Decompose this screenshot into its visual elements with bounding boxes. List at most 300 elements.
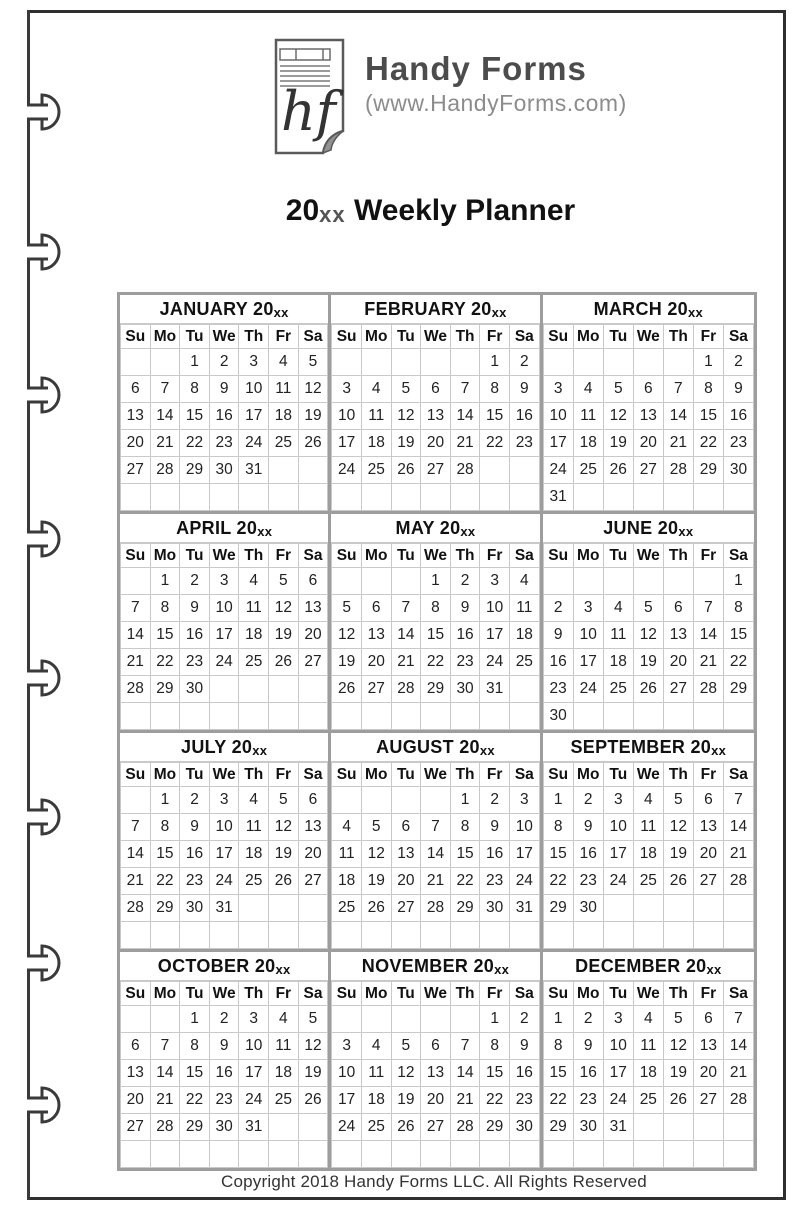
day-cell: 25 (633, 868, 663, 895)
day-cell: 27 (693, 1087, 723, 1114)
day-cell: 1 (450, 787, 480, 814)
day-cell: 3 (480, 568, 510, 595)
week-row (543, 1006, 753, 1033)
day-header-cell: We (209, 325, 239, 349)
day-cell (269, 484, 299, 511)
day-cell: 26 (298, 1087, 328, 1114)
week-row (543, 349, 753, 376)
day-cell: 6 (298, 568, 328, 595)
day-cell (480, 922, 510, 949)
day-header-cell: Mo (573, 982, 603, 1006)
day-cell: 8 (150, 595, 180, 622)
day-cell: 30 (543, 703, 573, 730)
day-cell (180, 703, 210, 730)
day-cell: 4 (603, 595, 633, 622)
day-cell: 27 (421, 1114, 451, 1141)
week-row (543, 895, 753, 922)
day-cell (391, 922, 421, 949)
day-cell (633, 484, 663, 511)
week-row (332, 868, 539, 895)
day-cell (332, 1141, 362, 1168)
day-cell: 25 (573, 457, 603, 484)
day-cell: 27 (298, 649, 328, 676)
day-cell (391, 568, 421, 595)
day-cell (421, 484, 451, 511)
day-cell: 4 (573, 376, 603, 403)
day-cell (603, 922, 633, 949)
day-cell (239, 895, 269, 922)
day-header-cell: Th (239, 763, 269, 787)
day-header-row (543, 982, 753, 1006)
day-cell: 19 (633, 649, 663, 676)
day-cell: 30 (723, 457, 753, 484)
day-cell: 22 (480, 430, 510, 457)
day-cell: 27 (421, 457, 451, 484)
day-cell: 1 (693, 349, 723, 376)
day-cell (693, 484, 723, 511)
day-header-row (332, 544, 539, 568)
day-cell: 31 (603, 1114, 633, 1141)
day-cell: 22 (543, 868, 573, 895)
day-header-cell: Tu (603, 325, 633, 349)
day-header-cell: Tu (603, 982, 633, 1006)
binder-punch (27, 1088, 59, 1122)
day-cell: 25 (633, 1087, 663, 1114)
day-header-cell: Su (121, 763, 151, 787)
day-cell (269, 457, 299, 484)
day-cell (298, 457, 328, 484)
day-header-cell: We (209, 982, 239, 1006)
day-header-cell: Tu (180, 982, 210, 1006)
day-cell: 18 (361, 1087, 391, 1114)
day-cell: 17 (603, 841, 633, 868)
day-cell: 12 (663, 814, 693, 841)
day-cell (421, 787, 451, 814)
day-header-row (121, 325, 328, 349)
day-cell: 15 (150, 622, 180, 649)
day-cell (269, 676, 299, 703)
day-cell: 25 (361, 457, 391, 484)
week-row (332, 349, 539, 376)
day-header-cell: Th (450, 544, 480, 568)
day-cell: 4 (633, 1006, 663, 1033)
day-header-row (543, 763, 753, 787)
week-row (543, 841, 753, 868)
day-cell (663, 568, 693, 595)
week-row (332, 703, 539, 730)
day-header-cell: Sa (509, 763, 539, 787)
day-header-cell: Mo (361, 325, 391, 349)
day-cell (543, 1141, 573, 1168)
day-cell: 5 (361, 814, 391, 841)
day-header-cell: Fr (269, 544, 299, 568)
day-header-cell: We (633, 763, 663, 787)
day-cell: 14 (150, 403, 180, 430)
week-row (332, 922, 539, 949)
day-cell: 24 (509, 868, 539, 895)
day-cell: 27 (121, 457, 151, 484)
binder-punch (27, 235, 59, 269)
day-header-cell: Mo (361, 763, 391, 787)
day-cell: 3 (332, 376, 362, 403)
day-cell (543, 349, 573, 376)
day-cell: 2 (209, 1006, 239, 1033)
day-cell (509, 676, 539, 703)
day-cell (543, 922, 573, 949)
day-cell (450, 1006, 480, 1033)
day-cell: 29 (421, 676, 451, 703)
day-cell: 25 (239, 649, 269, 676)
day-cell: 2 (509, 1006, 539, 1033)
day-cell: 7 (121, 595, 151, 622)
brand-name: Handy Forms (365, 50, 587, 87)
day-cell (633, 1114, 663, 1141)
day-cell: 24 (239, 430, 269, 457)
month-title: JANUARY 20xx (120, 295, 328, 324)
day-cell: 21 (450, 430, 480, 457)
month-grid (120, 543, 328, 730)
day-cell: 13 (421, 403, 451, 430)
day-header-cell: Fr (480, 982, 510, 1006)
day-header-cell: Su (332, 325, 362, 349)
day-cell (663, 349, 693, 376)
week-row (121, 787, 328, 814)
month-grid (331, 543, 539, 730)
week-row (543, 787, 753, 814)
day-cell: 21 (121, 868, 151, 895)
handy-forms-logo-icon (266, 36, 352, 158)
day-cell (239, 484, 269, 511)
day-header-cell: Th (663, 325, 693, 349)
day-cell: 23 (180, 868, 210, 895)
brand-monogram: hf (281, 80, 336, 143)
day-cell: 15 (150, 841, 180, 868)
day-cell (450, 484, 480, 511)
day-cell: 8 (180, 1033, 210, 1060)
day-cell (391, 349, 421, 376)
day-header-cell: We (209, 544, 239, 568)
week-row (332, 649, 539, 676)
day-cell: 3 (239, 1006, 269, 1033)
day-header-cell: Su (121, 544, 151, 568)
day-cell (121, 349, 151, 376)
day-cell: 19 (663, 1060, 693, 1087)
week-row (543, 1087, 753, 1114)
day-cell (298, 895, 328, 922)
week-row (543, 1033, 753, 1060)
day-header-cell: Th (239, 982, 269, 1006)
week-row (121, 349, 328, 376)
day-cell: 26 (603, 457, 633, 484)
day-cell: 10 (239, 376, 269, 403)
day-cell (150, 1006, 180, 1033)
day-cell: 15 (693, 403, 723, 430)
day-cell (509, 1141, 539, 1168)
day-cell: 26 (298, 430, 328, 457)
day-header-cell: Tu (391, 544, 421, 568)
day-cell: 12 (269, 595, 299, 622)
day-cell: 6 (391, 814, 421, 841)
day-cell (209, 484, 239, 511)
brand-url: (www.HandyForms.com) (365, 89, 627, 116)
day-cell: 13 (693, 1033, 723, 1060)
day-cell: 20 (663, 649, 693, 676)
day-header-cell: Tu (603, 763, 633, 787)
day-cell (603, 895, 633, 922)
day-cell (723, 1114, 753, 1141)
day-cell (269, 922, 299, 949)
week-row (332, 484, 539, 511)
day-cell (723, 895, 753, 922)
day-cell: 17 (332, 430, 362, 457)
week-row (121, 376, 328, 403)
month-march (543, 295, 754, 514)
week-row (332, 457, 539, 484)
day-header-cell: Th (239, 544, 269, 568)
day-cell: 6 (633, 376, 663, 403)
day-header-row (332, 763, 539, 787)
day-cell: 21 (150, 430, 180, 457)
day-cell: 7 (663, 376, 693, 403)
day-cell: 22 (180, 430, 210, 457)
day-cell: 28 (723, 868, 753, 895)
day-cell: 8 (480, 1033, 510, 1060)
day-header-cell: Mo (573, 763, 603, 787)
day-cell: 2 (180, 787, 210, 814)
day-cell: 21 (150, 1087, 180, 1114)
day-cell: 29 (150, 676, 180, 703)
month-february (331, 295, 542, 514)
day-cell (180, 1141, 210, 1168)
day-cell: 16 (180, 622, 210, 649)
day-header-cell: Th (663, 544, 693, 568)
month-grid (543, 324, 754, 511)
day-cell: 26 (332, 676, 362, 703)
binder-punch (27, 378, 59, 412)
week-row (332, 1060, 539, 1087)
day-cell: 19 (332, 649, 362, 676)
day-cell: 2 (573, 787, 603, 814)
day-cell: 27 (361, 676, 391, 703)
day-header-cell: Fr (480, 325, 510, 349)
day-cell (269, 895, 299, 922)
day-cell: 23 (573, 1087, 603, 1114)
day-cell: 13 (298, 595, 328, 622)
day-cell: 3 (603, 787, 633, 814)
day-cell: 31 (209, 895, 239, 922)
day-cell: 2 (480, 787, 510, 814)
day-cell: 16 (509, 1060, 539, 1087)
day-cell: 26 (391, 1114, 421, 1141)
day-cell: 6 (693, 787, 723, 814)
week-row (543, 1114, 753, 1141)
day-cell: 22 (421, 649, 451, 676)
day-cell: 8 (450, 814, 480, 841)
day-cell: 14 (450, 1060, 480, 1087)
day-cell: 15 (543, 841, 573, 868)
day-cell (121, 1141, 151, 1168)
day-cell: 11 (239, 814, 269, 841)
day-header-cell: Su (121, 982, 151, 1006)
day-cell: 2 (543, 595, 573, 622)
day-cell (298, 1114, 328, 1141)
week-row (543, 595, 753, 622)
day-cell (663, 1141, 693, 1168)
day-header-cell: Tu (180, 544, 210, 568)
day-cell (663, 484, 693, 511)
month-december (543, 952, 754, 1168)
month-title: MAY 20xx (331, 514, 539, 543)
month-october (120, 952, 331, 1168)
day-cell: 28 (391, 676, 421, 703)
day-cell: 16 (509, 403, 539, 430)
day-cell (480, 1141, 510, 1168)
day-cell: 22 (180, 1087, 210, 1114)
week-row (543, 484, 753, 511)
copyright-footer: Copyright 2018 Handy Forms LLC. All Rights Reserved (221, 1172, 647, 1191)
day-cell: 17 (480, 622, 510, 649)
week-row (543, 814, 753, 841)
day-cell: 22 (150, 868, 180, 895)
day-cell (573, 922, 603, 949)
day-cell: 13 (421, 1060, 451, 1087)
day-cell: 12 (391, 1060, 421, 1087)
day-cell: 7 (450, 376, 480, 403)
day-header-cell: Fr (693, 763, 723, 787)
week-row (543, 703, 753, 730)
day-cell (509, 457, 539, 484)
day-cell: 14 (150, 1060, 180, 1087)
day-cell (361, 787, 391, 814)
day-cell (239, 922, 269, 949)
week-row (543, 1141, 753, 1168)
day-cell (298, 676, 328, 703)
day-cell: 31 (480, 676, 510, 703)
week-row (543, 1060, 753, 1087)
month-grid (120, 981, 328, 1168)
day-cell: 13 (663, 622, 693, 649)
day-cell: 24 (573, 676, 603, 703)
day-cell: 20 (361, 649, 391, 676)
day-header-cell: Sa (723, 982, 753, 1006)
day-cell: 14 (693, 622, 723, 649)
month-june (543, 514, 754, 733)
day-cell: 5 (269, 787, 299, 814)
day-cell: 18 (269, 403, 299, 430)
day-header-cell: Sa (298, 982, 328, 1006)
day-header-cell: Tu (180, 325, 210, 349)
day-header-cell: Fr (480, 763, 510, 787)
day-cell: 19 (269, 841, 299, 868)
day-cell (573, 484, 603, 511)
day-cell: 28 (723, 1087, 753, 1114)
week-row (332, 841, 539, 868)
day-header-cell: Tu (391, 325, 421, 349)
day-cell (121, 1006, 151, 1033)
day-cell: 20 (298, 841, 328, 868)
day-cell: 7 (150, 376, 180, 403)
day-cell: 9 (180, 814, 210, 841)
day-cell: 23 (509, 430, 539, 457)
day-cell: 13 (361, 622, 391, 649)
day-cell: 9 (573, 814, 603, 841)
day-cell (150, 349, 180, 376)
day-cell: 10 (543, 403, 573, 430)
day-cell: 27 (298, 868, 328, 895)
day-cell: 13 (121, 403, 151, 430)
week-row (121, 1033, 328, 1060)
day-cell: 12 (633, 622, 663, 649)
month-title: JULY 20xx (120, 733, 328, 762)
week-row (121, 868, 328, 895)
day-header-cell: We (421, 982, 451, 1006)
month-title: NOVEMBER 20xx (331, 952, 539, 981)
day-cell (450, 1141, 480, 1168)
month-grid (331, 324, 539, 511)
day-cell (180, 922, 210, 949)
day-cell: 11 (269, 1033, 299, 1060)
day-cell: 17 (239, 403, 269, 430)
day-header-cell: We (421, 544, 451, 568)
day-cell: 16 (573, 841, 603, 868)
day-cell: 11 (633, 1033, 663, 1060)
week-row (543, 457, 753, 484)
day-cell: 11 (239, 595, 269, 622)
day-cell: 30 (180, 895, 210, 922)
day-cell (239, 1141, 269, 1168)
day-cell: 29 (543, 895, 573, 922)
day-cell (633, 568, 663, 595)
day-cell: 24 (332, 1114, 362, 1141)
day-cell: 23 (543, 676, 573, 703)
binder-punch (27, 522, 59, 556)
day-cell (693, 1141, 723, 1168)
day-cell: 22 (693, 430, 723, 457)
day-cell: 3 (509, 787, 539, 814)
week-row (332, 1141, 539, 1168)
day-cell: 17 (239, 1060, 269, 1087)
month-september (543, 733, 754, 952)
day-cell: 28 (121, 895, 151, 922)
month-title: SEPTEMBER 20xx (543, 733, 754, 762)
week-row (543, 868, 753, 895)
day-cell: 13 (298, 814, 328, 841)
day-cell: 6 (663, 595, 693, 622)
week-row (332, 403, 539, 430)
week-row (332, 595, 539, 622)
day-cell: 4 (239, 568, 269, 595)
day-cell: 1 (543, 787, 573, 814)
day-cell: 21 (121, 649, 151, 676)
day-cell: 15 (421, 622, 451, 649)
day-cell: 8 (693, 376, 723, 403)
day-header-cell: Mo (573, 544, 603, 568)
binder-punch (27, 800, 59, 834)
day-cell: 18 (573, 430, 603, 457)
day-cell: 1 (723, 568, 753, 595)
day-cell: 20 (421, 1087, 451, 1114)
day-cell: 15 (543, 1060, 573, 1087)
day-cell: 7 (723, 1006, 753, 1033)
day-header-row (332, 982, 539, 1006)
day-cell: 12 (663, 1033, 693, 1060)
day-cell: 5 (663, 1006, 693, 1033)
day-cell: 29 (543, 1114, 573, 1141)
day-header-cell: Fr (269, 982, 299, 1006)
day-cell: 8 (480, 376, 510, 403)
day-cell: 18 (361, 430, 391, 457)
day-header-cell: Sa (509, 982, 539, 1006)
